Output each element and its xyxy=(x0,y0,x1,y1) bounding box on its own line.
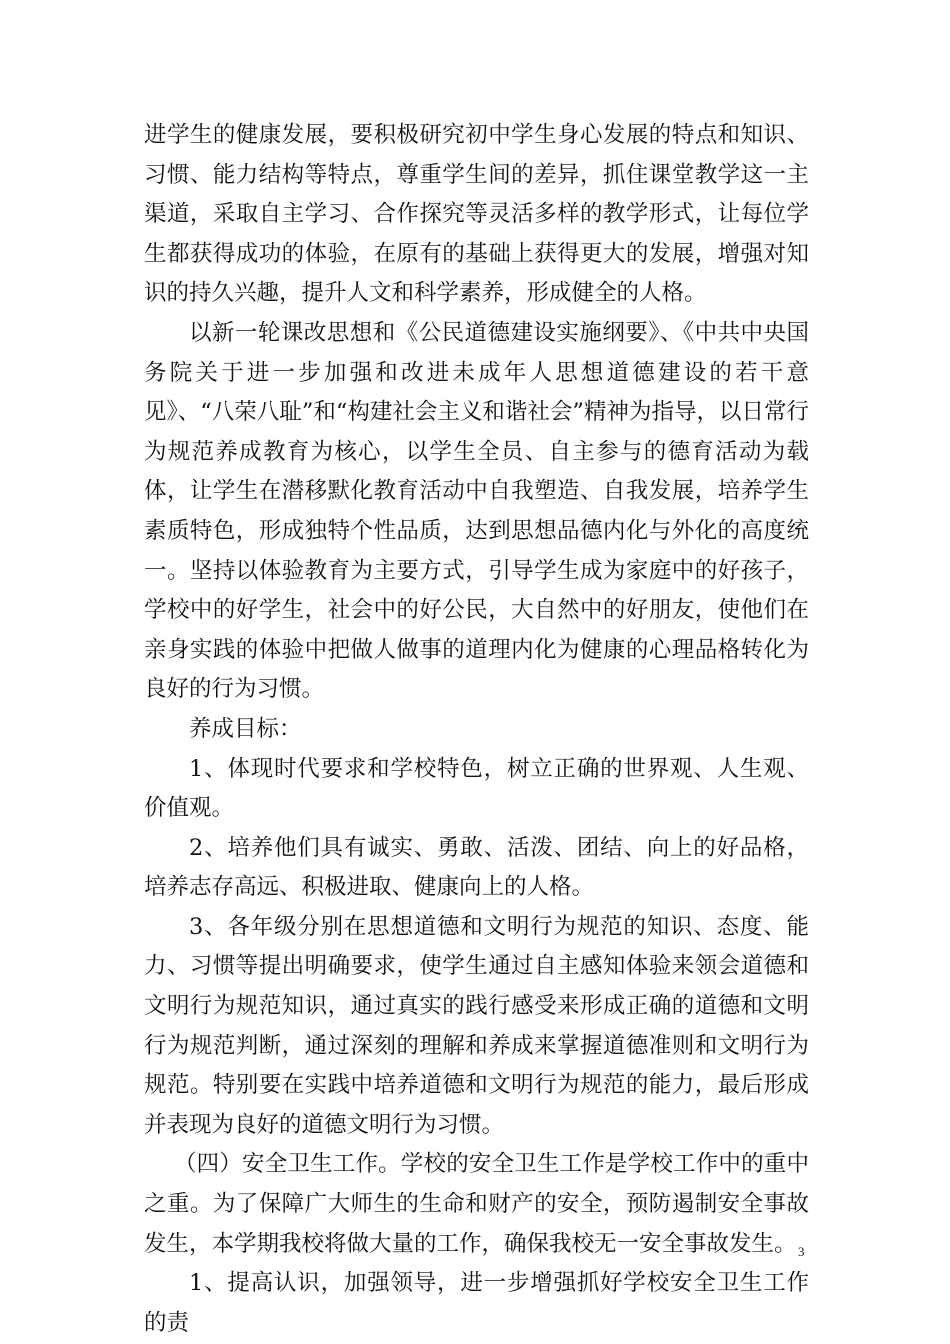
page-number: 3 xyxy=(798,1244,805,1259)
paragraph-goal-2: 2、培养他们具有诚实、勇敢、活泼、团结、向上的好品格，培养志存高远、积极进取、健康向上的人格。 xyxy=(144,834,809,901)
paragraph-goal-3: 3、各年级分别在思想道德和文明行为规范的知识、态度、能力、习惯等提出明确要求，使学生通过自主感知体验来领会道德和文明行为规范知识，通过真实的践行感受来形成正确的道德和文明行为规范判断，通过深刻的理解和养成来掌握道德准则和文明行为规范。特别要在实践中培养道德和文明行为规范的能力，最后形成并表现为良好的道德文明行为习惯。 xyxy=(144,913,809,1138)
paragraph-safety-item-1: 1、提高认识，加强领导，进一步增强抓好学校安全卫生工作的责 xyxy=(144,1270,809,1336)
document-body xyxy=(144,116,809,1343)
paragraph-guiding-principles: 以新一轮课改思想和《公民道德建设实施纲要》、《中共中央国务院关于进一步加强和改进未成年人思想道德建设的若干意见》、“八荣八耻”和“构建社会主义和谐社会”精神为指导，以日常行为规范养成教育为核心，以学生全员、自主参与的德育活动为载体，让学生在潜移默化教育活动中自我塑造、自我发展，培养学生素质特色，形成独特个性品质，达到思想品德内化与外化的高度统一。坚持以体验教育为主要方式，引导学生成为家庭中的好孩子，学校中的好学生，社会中的好公民，大自然中的好朋友，使他们在亲身实践的体验中把做人做事的道理内化为健康的心理品格转化为良好的行为习惯。 xyxy=(144,319,809,703)
paragraph-goals-heading: 养成目标： xyxy=(189,715,302,742)
paragraph-safety-section: （四）安全卫生工作。学校的安全卫生工作是学校工作中的重中之重。为了保障广大师生的生命和财产的安全，预防遏制安全事故发生，本学期我校将做大量的工作，确保我校无一安全事故发生。 xyxy=(144,1151,809,1257)
paragraph-goal-1: 1、体现时代要求和学校特色，树立正确的世界观、人生观、价值观。 xyxy=(144,755,809,822)
paragraph-continued-intro: 进学生的健康发展，要积极研究初中学生身心发展的特点和知识、习惯、能力结构等特点，尊重学生间的差异，抓住课堂教学这一主渠道，采取自主学习、合作探究等灵活多样的教学形式，让每位学生都获得成功的体验，在原有的基础上获得更大的发展，增强对知识的持久兴趣，提升人文和科学素养，形成健全的人格。 xyxy=(144,122,809,307)
